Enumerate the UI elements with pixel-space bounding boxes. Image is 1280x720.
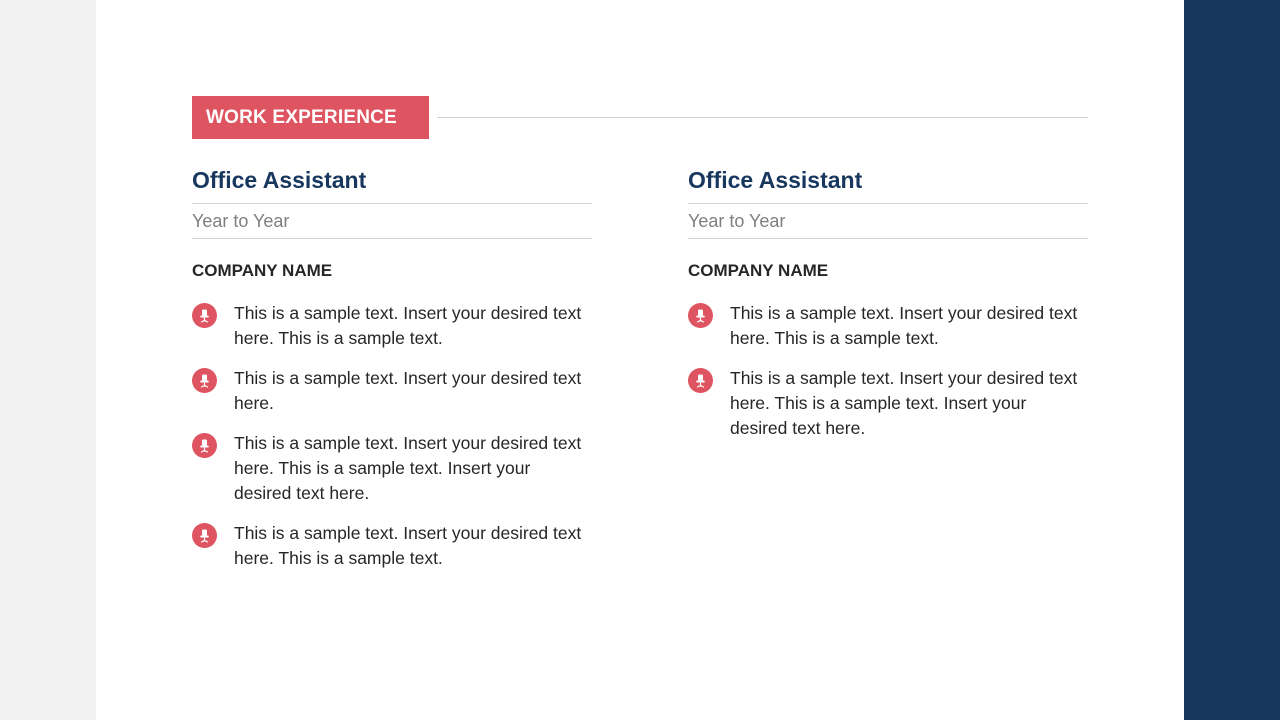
- job-title: Office Assistant: [688, 163, 1088, 204]
- bullet-text: This is a sample text. Insert your desired text here. This is a sample text.: [730, 303, 1078, 348]
- bullet-text: This is a sample text. Insert your desired text here. This is a sample text. Insert your desired text here.: [730, 368, 1078, 438]
- bullet-text: This is a sample text. Insert your desired text here.: [234, 368, 582, 413]
- bullet-text: This is a sample text. Insert your desired text here. This is a sample text. Insert your desired text here.: [234, 433, 582, 503]
- section-divider: [437, 117, 1088, 118]
- job-bullet-list: [192, 301, 592, 571]
- list-item: [192, 301, 592, 351]
- right-side-band: [1184, 0, 1280, 720]
- job-dates: Year to Year: [192, 204, 592, 239]
- list-item: [192, 521, 592, 571]
- left-side-band: [0, 0, 96, 720]
- office-chair-icon: [192, 523, 217, 548]
- list-item: [192, 431, 592, 506]
- bullet-text: This is a sample text. Insert your desired text here. This is a sample text.: [234, 523, 582, 568]
- office-chair-icon: [688, 303, 713, 328]
- job-dates: Year to Year: [688, 204, 1088, 239]
- list-item: [688, 301, 1088, 351]
- company-name: COMPANY NAME: [192, 261, 333, 280]
- bullet-text: This is a sample text. Insert your desired text here. This is a sample text.: [234, 303, 582, 348]
- office-chair-icon: [688, 368, 713, 393]
- job-entry-2: [688, 163, 1088, 456]
- list-item: [192, 366, 592, 416]
- office-chair-icon: [192, 368, 217, 393]
- office-chair-icon: [192, 433, 217, 458]
- section-title: WORK EXPERIENCE: [192, 96, 429, 139]
- list-item: [688, 366, 1088, 441]
- job-bullet-list: [688, 301, 1088, 441]
- office-chair-icon: [192, 303, 217, 328]
- job-title: Office Assistant: [192, 163, 592, 204]
- company-name: COMPANY NAME: [688, 261, 829, 280]
- job-entry-1: [192, 163, 592, 586]
